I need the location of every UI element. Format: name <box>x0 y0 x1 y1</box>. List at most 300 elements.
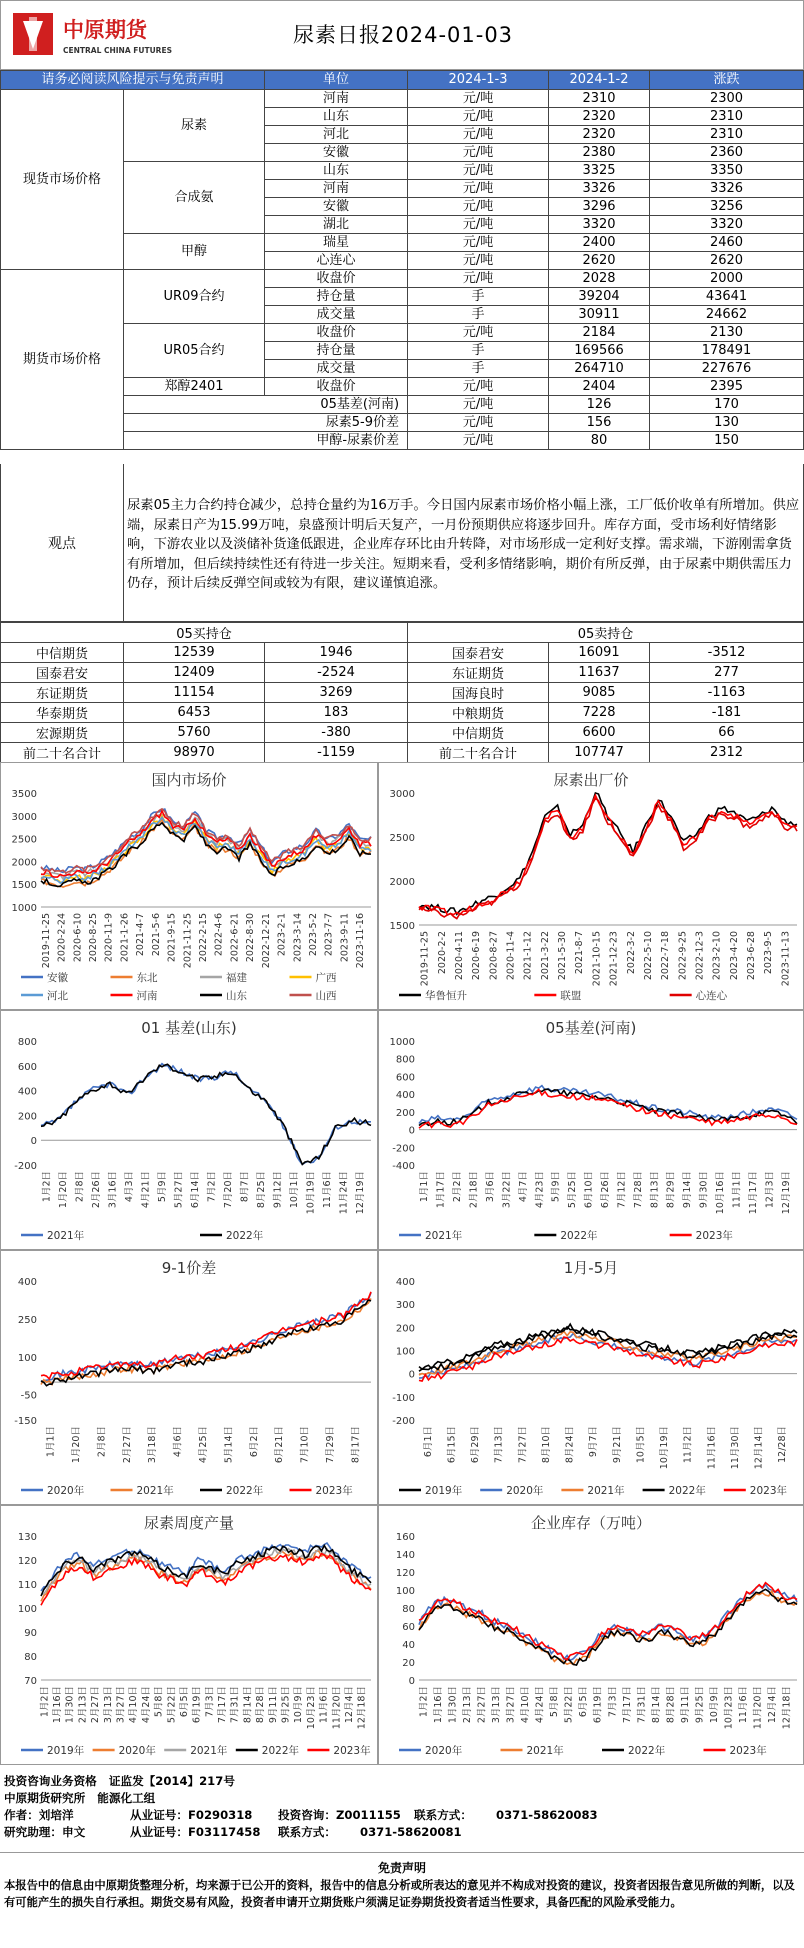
x-tick-label: 2020-8-25 <box>88 913 99 963</box>
x-tick-label: 10月23日 <box>723 1686 735 1730</box>
x-tick-label: 10月23日 <box>305 1686 317 1730</box>
disclaimer <box>0 1852 804 1948</box>
legend-label: 2023年 <box>695 1230 733 1242</box>
x-tick-label: 2月26日 <box>90 1171 102 1209</box>
x-tick-label: 3月13日 <box>490 1686 502 1724</box>
y-tick-label: 400 <box>17 1277 37 1288</box>
cell-b: 3256 <box>650 198 804 216</box>
x-tick-label: 7月17日 <box>217 1686 229 1724</box>
pos-cell-sn: 前二十名合计 <box>408 743 549 763</box>
legend-label: 2022年 <box>668 1485 706 1497</box>
cell-b: 2000 <box>650 270 804 288</box>
y-tick-label: 100 <box>395 1586 415 1597</box>
y-tick-label: 600 <box>395 1072 415 1084</box>
x-tick-label: 2023-2-10 <box>711 931 723 981</box>
y-tick-label: 600 <box>17 1061 37 1073</box>
x-tick-label: 2021-3-22 <box>539 931 551 981</box>
disclaimer-body: 本报告中的信息由中原期货整理分析，均来源于已公开的资料，报告中的信息分析或所表达的意见并不构成对投资的建议，投资者因报告意见所做的判断，以及有可能产生的损失自行承担。期货交易有风险，投资者申请开立期货账户须满足证券期货投资者适当性要求，具备匹配的风险承受能力。 <box>4 1879 795 1909</box>
x-tick-label: 8月24日 <box>564 1426 576 1464</box>
x-tick-label: 2021-10-15 <box>591 931 603 987</box>
x-tick-label: 2023-11-16 <box>355 913 367 969</box>
cell-a: 2400 <box>549 234 650 252</box>
y-tick-label: 0 <box>408 1676 415 1687</box>
row-name: 尿素5-9价差 <box>124 414 408 432</box>
legend-label: 2021年 <box>47 1230 85 1242</box>
x-tick-label: 11月6日 <box>321 1171 333 1209</box>
legend-label: 山东 <box>226 990 247 1002</box>
y-tick-label: 60 <box>402 1622 415 1633</box>
x-tick-label: 2019-11-25 <box>419 931 431 987</box>
pos-cell-bc: 183 <box>265 703 408 723</box>
legend-label: 2023年 <box>729 1745 767 1757</box>
row-name: 山东 <box>265 162 408 180</box>
x-tick-label: 2021-4-7 <box>135 913 147 957</box>
x-tick-label: 7月31日 <box>636 1686 648 1724</box>
table-row <box>1 90 804 108</box>
x-tick-label: 3月6日 <box>484 1171 496 1203</box>
x-tick-label: 2020-8-27 <box>488 931 500 981</box>
y-tick-label: 1500 <box>389 921 415 932</box>
legend-label: 2021年 <box>136 1485 174 1497</box>
x-tick-label: 2022-12-3 <box>694 931 706 981</box>
x-tick-label: 5月8日 <box>153 1686 165 1718</box>
x-tick-label: 1月30日 <box>447 1686 459 1724</box>
x-tick-label: 8月14日 <box>650 1686 662 1724</box>
footer-line-3: 作者：刘培洋 从业证号：F0290318 投资咨询：Z0011155 联系方式： 0371-58620083 <box>4 1808 598 1822</box>
footer-line-2: 中原期货研究所 能源化工组 <box>4 1791 156 1805</box>
row-name: 湖北 <box>265 216 408 234</box>
x-tick-label: 2023-6-28 <box>746 931 758 981</box>
x-tick-label: 12月19日 <box>780 1171 792 1215</box>
cell-u: 元/吨 <box>408 180 549 198</box>
pos-cell-sn: 中信期货 <box>408 723 549 743</box>
cell-u: 手 <box>408 306 549 324</box>
x-tick-label: 10月19日 <box>659 1426 671 1470</box>
cell-b: 178491 <box>650 342 804 360</box>
cell-a: 2620 <box>549 252 650 270</box>
x-tick-label: 4月10日 <box>128 1686 140 1724</box>
y-tick-label: 800 <box>17 1037 37 1048</box>
cell-b: 24662 <box>650 306 804 324</box>
chart-panel <box>0 1010 378 1250</box>
pos-cell-bc: 3269 <box>265 683 408 703</box>
cell-a: 2404 <box>549 378 650 396</box>
x-tick-label: 2月2日 <box>452 1171 464 1203</box>
x-tick-label: 2021-5-30 <box>557 931 569 981</box>
x-tick-label: 2021-8-7 <box>574 931 586 975</box>
pos-cell-bn: 中信期货 <box>1 643 124 663</box>
x-tick-label: 4月23日 <box>534 1171 546 1209</box>
pos-cell-sv: 6600 <box>549 723 650 743</box>
cell-a: 156 <box>549 414 650 432</box>
x-tick-label: 3月13日 <box>102 1686 114 1724</box>
price-table <box>0 70 804 450</box>
legend-label: 2021年 <box>425 1230 463 1242</box>
row-name: 甲醇-尿素价差 <box>124 432 408 450</box>
x-tick-label: 2022-12-21 <box>260 913 272 969</box>
x-tick-label: 9月30日 <box>698 1171 710 1209</box>
chart-title: 尿素出厂价 <box>553 771 629 789</box>
y-tick-label: -150 <box>14 1416 37 1427</box>
x-tick-label: 7月31日 <box>229 1686 241 1724</box>
cell-u: 元/吨 <box>408 324 549 342</box>
x-tick-label: 6月19日 <box>592 1686 604 1724</box>
x-tick-label: 8月28日 <box>665 1686 677 1724</box>
x-tick-label: 2月13日 <box>461 1686 473 1724</box>
legend-label: 2020年 <box>425 1745 463 1757</box>
x-tick-label: 1月2日 <box>39 1686 51 1718</box>
row-name: 安徽 <box>265 198 408 216</box>
positions-table <box>0 622 804 763</box>
chart-title: 9-1价差 <box>161 1259 217 1277</box>
group-label: 现货市场价格 <box>1 90 124 270</box>
x-tick-label: 6月21日 <box>274 1426 286 1464</box>
pos-cell-sv: 11637 <box>549 663 650 683</box>
x-tick-label: 2月8日 <box>74 1171 86 1203</box>
x-tick-label: 4月7日 <box>517 1171 529 1203</box>
x-tick-label: 5月8日 <box>549 1686 561 1718</box>
y-tick-label: 1500 <box>11 880 37 892</box>
cell-a: 3320 <box>549 216 650 234</box>
table-header-row <box>1 71 804 90</box>
y-tick-label: 100 <box>17 1352 37 1364</box>
x-tick-label: 11月17日 <box>747 1171 759 1215</box>
view-label: 观点 <box>1 464 124 621</box>
series-line <box>41 1064 371 1164</box>
cell-u: 元/吨 <box>408 90 549 108</box>
group-label: 期货市场价格 <box>1 270 124 450</box>
cell-a: 30911 <box>549 306 650 324</box>
x-tick-label: 9月25日 <box>694 1686 706 1724</box>
report-header <box>0 0 804 70</box>
x-tick-label: 10月16日 <box>715 1171 727 1215</box>
cell-b: 2360 <box>650 144 804 162</box>
pos-cell-sn: 国泰君安 <box>408 643 549 663</box>
disclaimer-title: 免责声明 <box>377 1861 426 1875</box>
legend-label: 河北 <box>47 990 68 1002</box>
x-tick-label: 2023-3-14 <box>292 913 304 963</box>
chart-svg <box>379 1011 804 1250</box>
series-line <box>41 1292 371 1379</box>
cell-u: 元/吨 <box>408 108 549 126</box>
legend-label: 2023年 <box>749 1485 788 1497</box>
cell-u: 手 <box>408 360 549 378</box>
pos-cell-bn: 宏源期货 <box>1 723 124 743</box>
x-tick-label: 6月19日 <box>191 1686 203 1724</box>
cell-u: 元/吨 <box>408 234 549 252</box>
chart-title: 尿素周度产量 <box>143 1514 234 1532</box>
x-tick-label: 6月26日 <box>600 1171 611 1209</box>
row-name: 持仓量 <box>265 288 408 306</box>
legend-label: 河南 <box>136 990 158 1002</box>
x-tick-label: 2020-2-2 <box>436 931 448 975</box>
col-date-2: 2024-1-2 <box>549 71 650 90</box>
cell-a: 2320 <box>549 108 650 126</box>
pos-cell-bc: 1946 <box>265 643 408 663</box>
market-view <box>0 464 804 622</box>
x-tick-label: 12月4日 <box>343 1686 355 1724</box>
x-tick-label: 2022-2-15 <box>198 913 209 963</box>
cell-b: 130 <box>650 414 804 432</box>
x-tick-label: 7月10日 <box>299 1426 311 1464</box>
chart-svg <box>379 1506 804 1765</box>
legend-label: 2020年 <box>47 1485 85 1497</box>
x-tick-label: 1月20日 <box>71 1426 83 1464</box>
company-logo <box>11 9 196 63</box>
table-row <box>1 703 804 723</box>
x-tick-label: 6月29日 <box>470 1426 482 1464</box>
x-tick-label: 6月15日 <box>446 1426 458 1464</box>
x-tick-label: 1月1日 <box>419 1171 431 1203</box>
legend-label: 山西 <box>315 990 337 1002</box>
x-tick-label: 2月27日 <box>121 1426 133 1464</box>
y-tick-label: -200 <box>392 1416 415 1427</box>
row-name: 持仓量 <box>265 342 408 360</box>
cell-u: 元/吨 <box>408 252 549 270</box>
y-tick-label: 300 <box>395 1300 415 1312</box>
chart-title: 05基差(河南) <box>545 1019 637 1037</box>
y-tick-label: 0 <box>408 1125 415 1137</box>
cell-a: 3325 <box>549 162 650 180</box>
cell-u: 元/吨 <box>408 432 549 450</box>
x-tick-label: 7月3日 <box>607 1686 619 1718</box>
x-tick-label: 5月25日 <box>567 1171 579 1209</box>
legend-label: 2021年 <box>190 1745 228 1757</box>
table-row <box>1 643 804 663</box>
subgroup-label: 尿素 <box>124 90 265 162</box>
pos-cell-bc: -2524 <box>265 663 408 683</box>
y-tick-label: 400 <box>17 1086 37 1098</box>
x-tick-label: 10月1日 <box>288 1171 300 1209</box>
cell-a: 3296 <box>549 198 650 216</box>
x-tick-label: 11月1日 <box>731 1171 743 1209</box>
row-name: 收盘价 <box>265 270 408 288</box>
series-line <box>419 795 797 915</box>
x-tick-label: 2021-11-25 <box>182 913 194 969</box>
legend-label: 2021年 <box>526 1745 564 1757</box>
x-tick-label: 2021-9-15 <box>166 913 178 963</box>
x-tick-label: 2023-2-1 <box>276 913 288 957</box>
table-row <box>1 683 804 703</box>
cell-u: 手 <box>408 288 549 306</box>
x-tick-label: 11月30日 <box>729 1426 741 1470</box>
x-tick-label: 2021-1-12 <box>522 931 534 981</box>
pos-cell-sv: 107747 <box>549 743 650 763</box>
y-tick-label: 160 <box>395 1532 415 1543</box>
y-tick-label: 40 <box>402 1640 415 1651</box>
x-tick-label: 2020-11-9 <box>103 913 115 963</box>
legend-label: 2020年 <box>506 1485 544 1497</box>
x-tick-label: 5月9日 <box>550 1171 562 1203</box>
cell-u: 手 <box>408 342 549 360</box>
cell-b: 43641 <box>650 288 804 306</box>
chart-panel <box>0 1505 378 1765</box>
legend-label: 2020年 <box>118 1745 156 1757</box>
pos-cell-sn: 国海良时 <box>408 683 549 703</box>
x-tick-label: 10月9日 <box>293 1686 305 1724</box>
y-tick-label: 1000 <box>389 1037 415 1048</box>
series-line <box>41 1064 371 1165</box>
x-tick-label: 2022-5-10 <box>642 931 654 981</box>
cell-a: 39204 <box>549 288 650 306</box>
x-tick-label: 12月4日 <box>767 1686 779 1724</box>
pos-cell-bv: 11154 <box>124 683 265 703</box>
cell-b: 2130 <box>650 324 804 342</box>
x-tick-label: 2月27日 <box>476 1686 488 1724</box>
legend-label: 2022年 <box>560 1230 598 1242</box>
risk-notice[interactable]: 请务必阅读风险提示与免责声明 <box>1 71 265 90</box>
col-change: 涨跌 <box>650 71 804 90</box>
x-tick-label: 2020-6-19 <box>471 931 483 981</box>
view-text: 尿素05主力合约持仓减少，总持仓量约为16万手。今日国内尿素市场价格小幅上涨，工厂低价收单有所增加。供应端，尿素日产为15.99万吨，泉盛预计明后天复产，一月份预期供应将逐步回升。库存方面，受市场利好情绪影响，下游农业以及淡储补货逢低跟进，企业库存环比由升转降，对市场形成一定利好支撑。需求端，下游刚需拿货有所增加，但后续持续性还有待进一步关注。短期来看，受利多情绪影响，期价有所反弹，由于尿素中期供需压力仍存，预计后续反弹空间或较为有限，建议谨慎追涨。 <box>127 498 800 592</box>
y-tick-label: 2000 <box>389 877 415 888</box>
cell-b: 227676 <box>650 360 804 378</box>
y-tick-label: 130 <box>17 1532 37 1543</box>
x-tick-label: 11月20日 <box>331 1686 343 1730</box>
legend-label: 心连心 <box>695 990 728 1002</box>
x-tick-label: 5月27日 <box>173 1171 185 1209</box>
cell-u: 元/吨 <box>408 162 549 180</box>
legend-label: 2019年 <box>47 1745 85 1757</box>
subgroup-label: 合成氨 <box>124 162 265 234</box>
x-tick-label: 10月19日 <box>305 1171 317 1215</box>
cell-a: 264710 <box>549 360 650 378</box>
cell-b: 150 <box>650 432 804 450</box>
x-tick-label: 2022-4-6 <box>213 913 225 957</box>
y-tick-label: 200 <box>395 1107 415 1119</box>
series-line <box>419 793 797 914</box>
x-tick-label: 7月17日 <box>621 1686 633 1724</box>
cell-u: 元/吨 <box>408 198 549 216</box>
cell-a: 2028 <box>549 270 650 288</box>
x-tick-label: 12月19日 <box>354 1171 366 1215</box>
x-tick-label: 7月13日 <box>493 1426 505 1464</box>
x-tick-label: 11月16日 <box>706 1426 718 1470</box>
chart-svg <box>379 763 804 1010</box>
x-tick-label: 12/28日 <box>777 1426 789 1463</box>
legend-label: 2022年 <box>226 1485 264 1497</box>
cell-a: 169566 <box>549 342 650 360</box>
y-tick-label: -50 <box>20 1390 37 1402</box>
pos-cell-sc: 66 <box>650 723 804 743</box>
x-tick-label: 2021-1-26 <box>119 913 131 963</box>
cell-b: 2310 <box>650 126 804 144</box>
x-tick-label: 2023-4-20 <box>728 931 740 981</box>
cell-u: 元/吨 <box>408 270 549 288</box>
row-name: 瑞星 <box>265 234 408 252</box>
pos-cell-bn: 国泰君安 <box>1 663 124 683</box>
legend-label: 2023年 <box>315 1485 353 1497</box>
legend-label: 安徽 <box>47 972 68 984</box>
row-name: 山东 <box>265 108 408 126</box>
chart-title: 01 基差(山东) <box>141 1019 237 1037</box>
x-tick-label: 7月27日 <box>517 1426 529 1464</box>
chart-svg <box>1 1506 378 1765</box>
sell-title: 05卖持仓 <box>408 623 804 643</box>
x-tick-label: 8月14日 <box>242 1686 254 1724</box>
x-tick-label: 11月6日 <box>738 1686 750 1724</box>
chart-panel <box>378 1505 804 1765</box>
x-tick-label: 8月13日 <box>649 1171 661 1209</box>
cell-b: 3350 <box>650 162 804 180</box>
chart-panel <box>378 1010 804 1250</box>
x-tick-label: 5月22日 <box>563 1686 575 1724</box>
y-tick-label: 0 <box>408 1369 415 1381</box>
pos-cell-bv: 12409 <box>124 663 265 683</box>
x-tick-label: 4月21日 <box>140 1171 152 1209</box>
cell-a: 3326 <box>549 180 650 198</box>
y-tick-label: 1000 <box>11 903 37 914</box>
series-line <box>41 1554 371 1606</box>
legend-label: 2022年 <box>628 1745 666 1757</box>
cell-u: 元/吨 <box>408 144 549 162</box>
cell-b: 2300 <box>650 90 804 108</box>
table-row <box>1 743 804 763</box>
legend-label: 2019年 <box>425 1485 463 1497</box>
cell-u: 元/吨 <box>408 216 549 234</box>
x-tick-label: 9月12日 <box>272 1171 284 1209</box>
row-name: 河南 <box>265 90 408 108</box>
x-tick-label: 8月25日 <box>255 1171 267 1209</box>
x-tick-label: 11月6日 <box>318 1686 330 1724</box>
table-row <box>1 723 804 743</box>
pos-cell-bn: 华泰期货 <box>1 703 124 723</box>
pos-cell-sn: 中粮期货 <box>408 703 549 723</box>
y-tick-label: 2500 <box>389 833 415 844</box>
pos-cell-sc: -3512 <box>650 643 804 663</box>
x-tick-label: 9月14日 <box>682 1171 694 1209</box>
x-tick-label: 2020-4-11 <box>453 931 465 981</box>
series-line <box>419 1585 797 1661</box>
x-tick-label: 1月16日 <box>432 1686 444 1724</box>
cell-u: 元/吨 <box>408 414 549 432</box>
y-tick-label: 80 <box>402 1604 415 1615</box>
pos-cell-sv: 16091 <box>549 643 650 663</box>
x-tick-label: 6月5日 <box>578 1686 590 1718</box>
y-tick-label: 120 <box>395 1568 415 1579</box>
row-name: 05基差(河南) <box>124 396 408 414</box>
y-tick-label: 250 <box>17 1314 37 1326</box>
col-date-1: 2024-1-3 <box>408 71 549 90</box>
x-tick-label: 7月2日 <box>206 1171 218 1203</box>
legend-label: 2022年 <box>261 1745 300 1757</box>
x-tick-label: 2020-6-10 <box>72 913 84 963</box>
legend-label: 2022年 <box>226 1230 264 1242</box>
chart-title: 企业库存（万吨） <box>530 1514 651 1532</box>
pos-cell-bv: 6453 <box>124 703 265 723</box>
pos-cell-bc: -380 <box>265 723 408 743</box>
row-name: 河南 <box>265 180 408 198</box>
x-tick-label: 1月20日 <box>57 1171 69 1209</box>
y-tick-label: 140 <box>395 1550 415 1561</box>
legend-label: 联盟 <box>560 990 582 1002</box>
x-tick-label: 8月7日 <box>239 1171 251 1203</box>
cell-a: 2320 <box>549 126 650 144</box>
subgroup-label: UR09合约 <box>124 270 265 324</box>
row-name: 心连心 <box>265 252 408 270</box>
x-tick-label: 11月20日 <box>752 1686 764 1730</box>
pos-cell-sc: -181 <box>650 703 804 723</box>
cell-u: 元/吨 <box>408 126 549 144</box>
pos-cell-sc: 2312 <box>650 743 804 763</box>
cell-b: 170 <box>650 396 804 414</box>
x-tick-label: 2月8日 <box>96 1426 108 1458</box>
chart-title: 国内市场价 <box>151 771 227 789</box>
x-tick-label: 9月21日 <box>611 1426 623 1464</box>
x-tick-label: 2023-9-11 <box>339 913 351 963</box>
x-tick-label: 1月1日 <box>45 1426 57 1458</box>
chart-title: 1月-5月 <box>563 1259 619 1277</box>
